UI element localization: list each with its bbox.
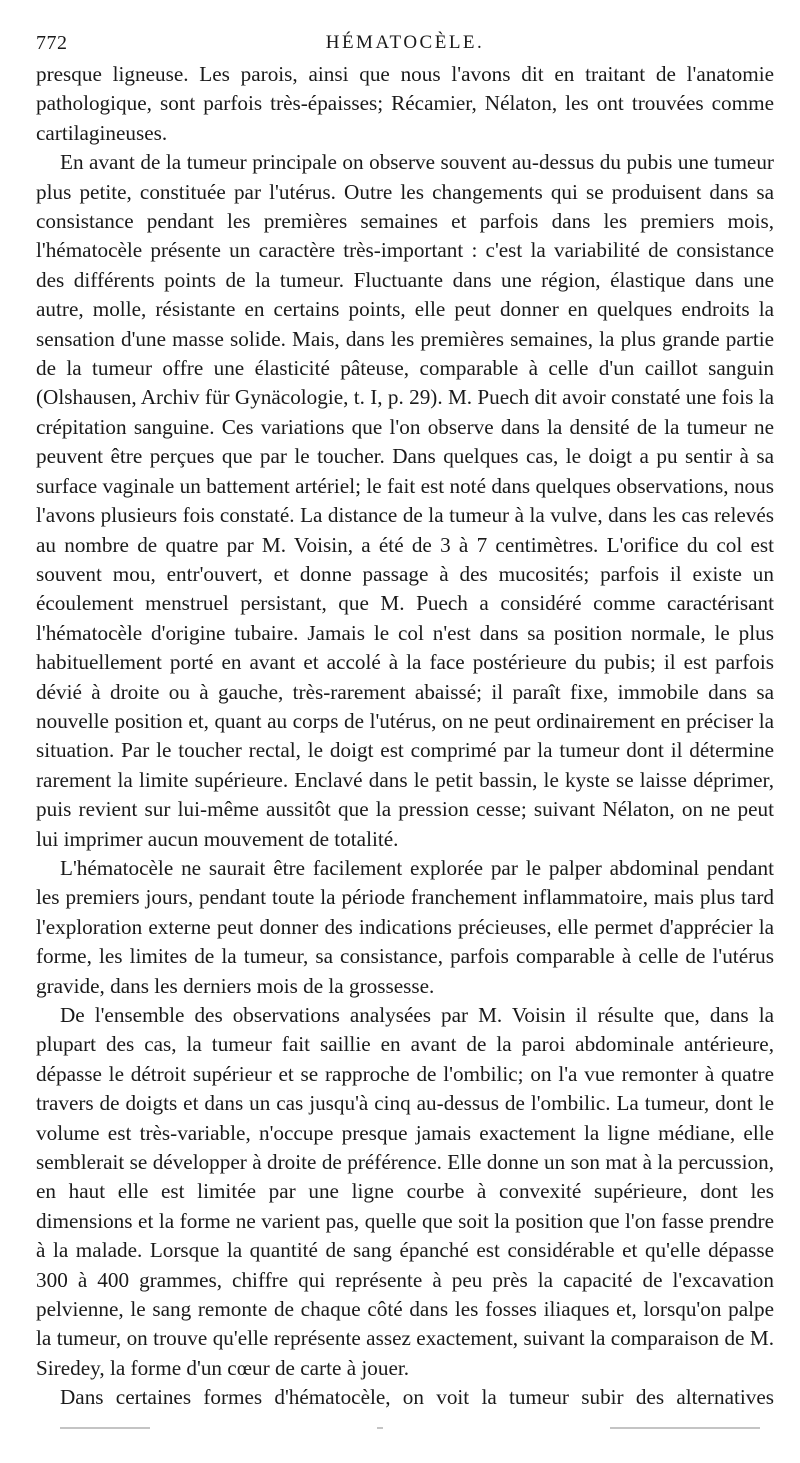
paragraph-observations-voisin: De l'ensemble des observations analysées par M. Voisin il résulte que, dans la plupart des cas, la tumeur fait saillie en avant de la paroi abdominale antérieure, dépasse le détroit supérieur et se rapproche de l'ombilic; on l'a vue remonter à quatre travers de doigts et dans un cas jusqu'à cinq au-dessus de l'ombilic. La tumeur, dont le volume est très-variable, n'occupe presque jamais exactement la ligne médiane, elle semblerait se développer à droite de préférence. Elle donne un son mat à la percussion, en haut elle est limitée par une ligne courbe à convexité supérieure, dont les dimensions et la forme ne varient pas, quelle que soit la position que l'on fasse prendre à la malade. Lorsque la quantité de sang épanché est considérable et qu'elle dépasse 300 à 400 grammes, chiffre qui représente à peu près la capacité de l'excavation pelvienne, le sang remonte de chaque côté dans les fosses iliaques et, lorsqu'on palpe la tumeur, on trouve qu'elle représente assez exactement, suivant la comparaison de M. Siredey, la forme d'un cœur de carte à jouer. <box>36 1003 774 1380</box>
paragraph-palper-abdominal: L'hématocèle ne saurait être facilement explorée par le palper abdominal pendant les premiers jours, pendant toute la période franchement inflammatoire, mais plus tard l'exploration externe peut donner des indications précieuses, elle permet d'apprécier la forme, les limites de la tumeur, sa consistance, parfois comparable à celle de l'utérus gravide, dans les derniers mois de la grossesse. <box>36 855 774 998</box>
paragraph-tumeur-uterus: En avant de la tumeur principale on observe souvent au-dessus du pubis une tumeur plus petite, constituée par l'utérus. Outre les changements qui se produisent dans sa consistance pendant les premières semaines et parfois dans les premiers mois, l'hématocèle présente un caractère très-important : c'est la variabilité de consistance des différents points de la tumeur. Fluctuante dans une région, élastique dans une autre, molle, résistante en certains points, elle peut donner en quelques endroits la sensation d'une masse solide. Mais, dans les premières semaines, la plus grande partie de la tumeur offre une élasticité pâteuse, comparable à celle d'un caillot sanguin (Olshausen, Archiv für Gynäcologie, t. I, p. 29). M. Puech dit avoir constaté une fois la crépitation sanguine. Ces variations que l'on observe dans la densité de la tumeur ne peuvent être perçues que par le toucher. Dans quelques cas, le doigt a pu sentir à sa surface vaginale un battement artériel; le fait est noté dans quelques observations, nous l'avons plusieurs fois constaté. La distance de la tumeur à la vulve, dans les cas relevés au nombre de quatre par M. Voisin, a été de 3 à 7 centimètres. L'orifice du col est souvent mou, entr'ouvert, et donne passage à des mucosités; parfois il existe un écoulement menstruel persistant, que M. Puech a considéré comme caractérisant l'hématocèle d'origine tubaire. Jamais le col n'est dans sa position normale, le plus habituellement porté en avant et accolé à la face postérieure du pubis; il est parfois dévié à droite ou à gauche, très-rarement abaissé; il paraît fixe, immobile dans sa nouvelle position et, quant au corps de l'utérus, on ne peut ordinairement en préciser la situation. Par le toucher rectal, le doigt est comprimé par la tumeur dont il détermine rarement la limite supérieure. Enclavé dans le petit bassin, le kyste se laisse déprimer, puis revient sur lui-même aussitôt que la pression cesse; suivant Nélaton, on ne peut lui imprimer aucun mouvement de totalité. <box>36 150 774 851</box>
running-title: HÉMATOCÈLE. <box>325 32 485 53</box>
footer-bleed-marks <box>60 1424 760 1432</box>
document-page <box>36 24 774 1413</box>
body-text <box>36 60 774 1413</box>
page-number: 772 <box>36 32 68 54</box>
paragraph-continuation: presque ligneuse. Les parois, ainsi que nous l'avons dit en traitant de l'anatomie pathologique, sont parfois très-épaisses; Récamier, Nélaton, les ont trouvées comme cartilagineuses. <box>36 62 774 145</box>
paragraph-alternatives: Dans certaines formes d'hématocèle, on voit la tumeur subir des alternatives <box>60 1385 774 1410</box>
page-header <box>36 24 774 54</box>
